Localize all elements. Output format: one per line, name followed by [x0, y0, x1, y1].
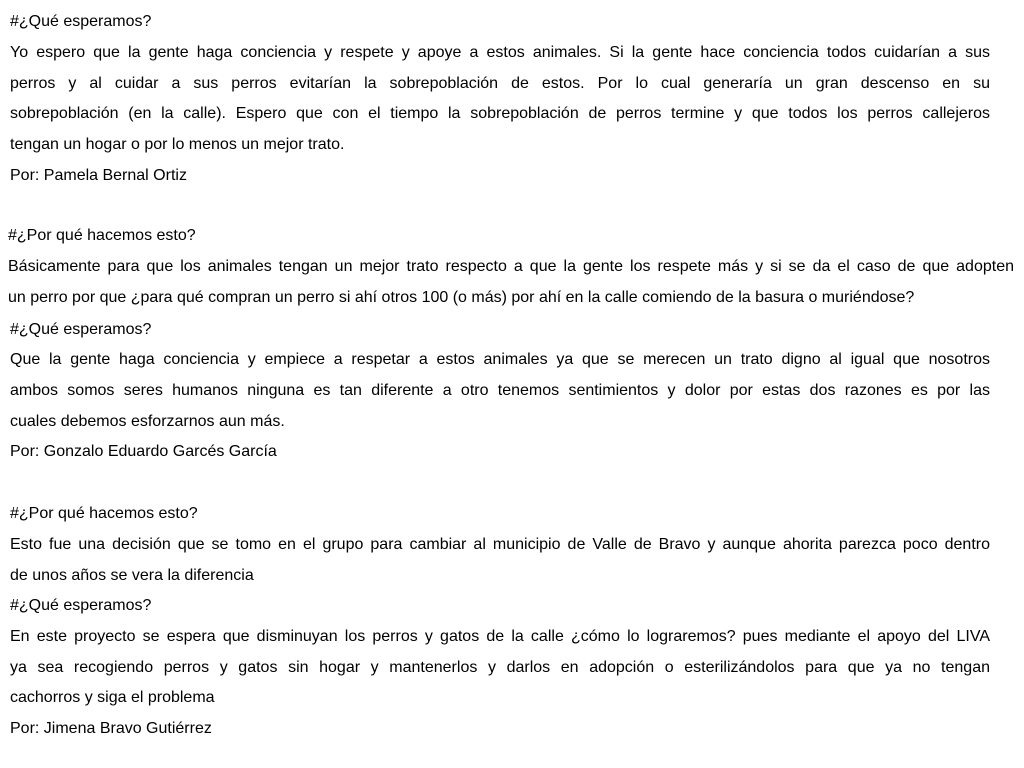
section3-heading: #¿Qué esperamos?: [10, 321, 152, 338]
section3-line-3: cuales debemos esforzarnos aun más.: [10, 413, 285, 430]
section1-author: Por: Pamela Bernal Ortiz: [10, 167, 187, 184]
section4-heading: #¿Por qué hacemos esto?: [10, 505, 198, 522]
section3-author: Por: Gonzalo Eduardo Garcés García: [10, 443, 277, 460]
section5-line-3: cachorros y siga el problema: [10, 689, 215, 706]
section1-heading: #¿Qué esperamos?: [10, 13, 152, 30]
section2-line-1: Básicamente para que los animales tengan un mejor trato respecto a que la gente los respete más y si se da el caso de que adopten: [8, 258, 1014, 275]
section5-line-1: En este proyecto se espera que disminuyan los perros y gatos de la calle ¿cómo lo lograremos? pues mediante el apoyo del LIVA: [10, 628, 990, 645]
section1-line-2: perros y al cuidar a sus perros evitarían la sobrepoblación de estos. Por lo cual generaría un gran descenso en su: [10, 75, 990, 92]
section1-line-1: Yo espero que la gente haga conciencia y respete y apoye a estos animales. Si la gente hace conciencia todos cuidarían a sus: [10, 44, 990, 61]
section1-line-3: sobrepoblación (en la calle). Espero que con el tiempo la sobrepoblación de perros termine y que todos los perros callejeros: [10, 105, 990, 122]
section5-author: Por: Jimena Bravo Gutiérrez: [10, 720, 212, 737]
section3-line-1: Que la gente haga conciencia y empiece a respetar a estos animales ya que se merecen un trato digno al igual que nosotros: [10, 351, 990, 368]
section3-line-2: ambos somos seres humanos ninguna es tan diferente a otro tenemos sentimientos y dolor por estas dos razones es por las: [10, 382, 990, 399]
section4-line-2: de unos años se vera la diferencia: [10, 567, 254, 584]
section5-line-2: ya sea recogiendo perros y gatos sin hogar y mantenerlos y darlos en adopción o esterilizándolos para que ya no tengan: [10, 659, 990, 676]
section2-line-2: un perro por que ¿para qué compran un perro si ahí otros 100 (o más) por ahí en la calle comiendo de la basura o muriéndose?: [8, 289, 915, 306]
section5-heading: #¿Qué esperamos?: [10, 597, 152, 614]
section1-line-4: tengan un hogar o por lo menos un mejor trato.: [10, 136, 345, 153]
section2-heading: #¿Por qué hacemos esto?: [8, 227, 196, 244]
section4-line-1: Esto fue una decisión que se tomo en el grupo para cambiar al municipio de Valle de Bravo y aunque ahorita parezca poco dentro: [10, 536, 990, 553]
